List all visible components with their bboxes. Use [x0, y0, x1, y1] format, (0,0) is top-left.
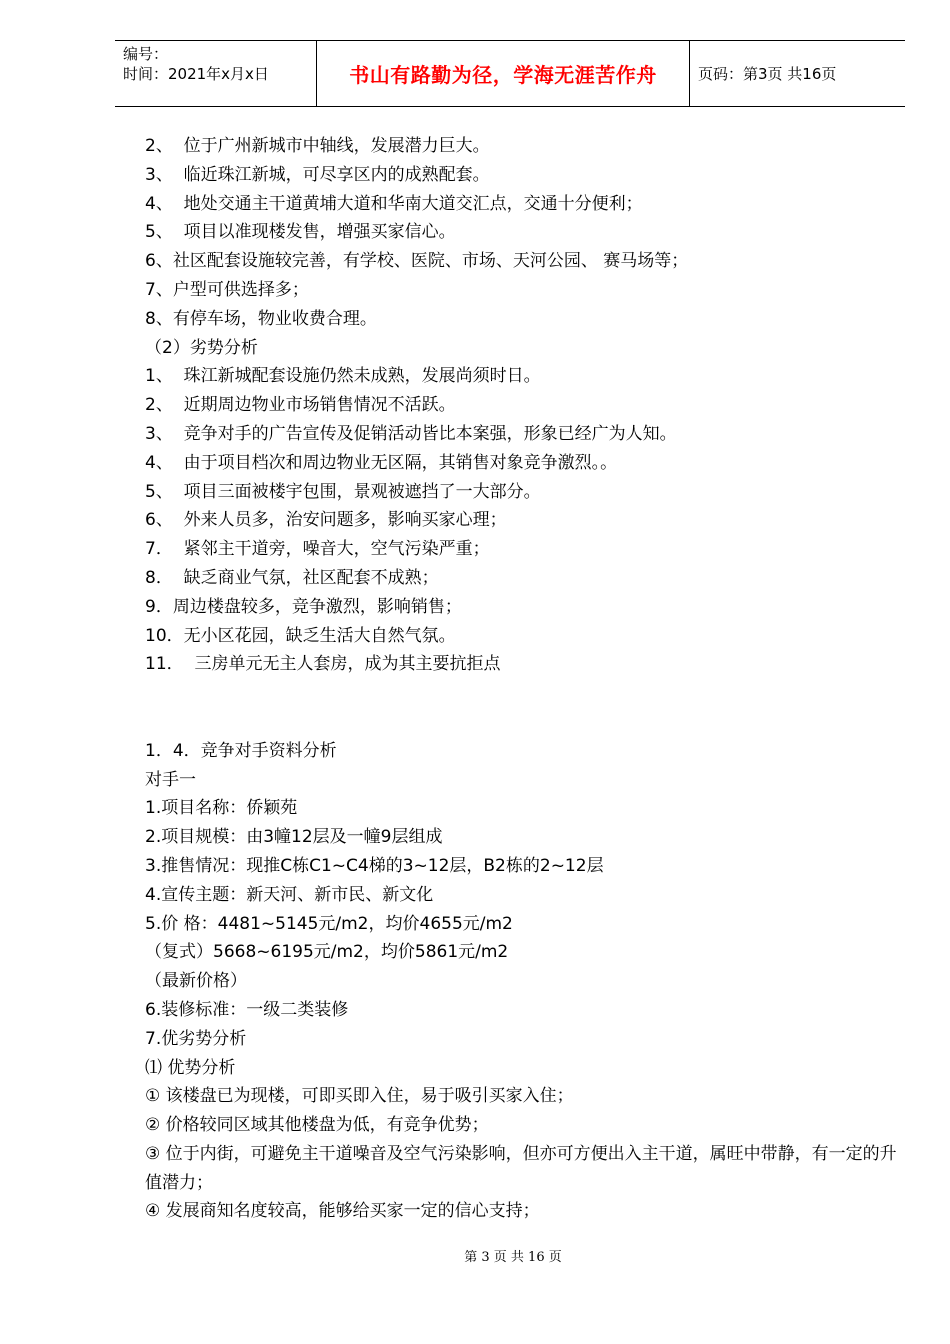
text-line: ⑴ 优势分析	[145, 1057, 236, 1078]
text-line: 8． 缺乏商业气氛，社区配套不成熟；	[145, 567, 439, 588]
text-line: 9．周边楼盘较多，竞争激烈，影响销售；	[145, 596, 462, 617]
text-line: 4、 地处交通主干道黄埔大道和华南大道交汇点，交通十分便利；	[145, 193, 643, 214]
text-line: 1.项目名称：侨颖苑	[145, 798, 298, 819]
text-line: 6、社区配套设施较完善，有学校、医院、市场、天河公园、 赛马场等；	[145, 251, 689, 272]
serial-number-label: 编号：	[123, 45, 169, 63]
text-line: 1、 珠江新城配套设施仍然未成熟，发展尚须时日。	[145, 366, 541, 387]
header-meta	[115, 41, 317, 106]
text-line: 3.推售情况：现推C栋C1~C4梯的3~12层，B2栋的2~12层	[145, 855, 604, 876]
text-line: 5、 项目以准现楼发售，增强买家信心。	[145, 222, 456, 243]
page-footer: 第 3 页 共 16 页	[464, 1250, 562, 1265]
text-line: （最新价格）	[145, 971, 247, 992]
text-line: 5.价 格：4481~5145元/m2，均价4655元/m2	[145, 913, 513, 934]
header-motto: 书山有路勤为径，学海无涯苦作舟	[317, 41, 690, 106]
text-line: 3、 临近珠江新城，可尽享区内的成熟配套。	[145, 164, 490, 185]
text-line: 6.装修标准：一级二类装修	[145, 999, 349, 1020]
text-line: 6、 外来人员多，治安问题多，影响买家心理；	[145, 510, 507, 531]
text-line: 4.宣传主题：新天河、新市民、新文化	[145, 884, 434, 905]
document-body	[145, 132, 905, 1226]
analysis-section	[145, 132, 905, 679]
text-line: 10．无小区花园，缺乏生活大自然气氛。	[145, 625, 456, 646]
text-line: 7、户型可供选择多；	[145, 279, 309, 300]
header-page-info: 页码：第3页 共16页	[698, 65, 837, 83]
section-spacer	[145, 679, 905, 737]
text-line: 2、 位于广州新城市中轴线，发展潜力巨大。	[145, 136, 490, 156]
page-header	[115, 40, 905, 107]
text-line: 7． 紧邻主干道旁，噪音大，空气污染严重；	[145, 539, 490, 560]
text-line: ③ 位于内街，可避免主干道噪音及空气污染影响，但亦可方便出入主干道，属旺中带静，有一定的升值潜力；	[145, 1143, 897, 1193]
text-line: ④ 发展商知名度较高，能够给买家一定的信心支持；	[145, 1201, 540, 1222]
competitor-section	[145, 737, 905, 1227]
text-line: 7.优劣势分析	[145, 1028, 247, 1049]
text-line: 5、 项目三面被楼宇包围，景观被遮挡了一大部分。	[145, 481, 541, 502]
text-line: 对手一	[145, 769, 196, 790]
text-line: ① 该楼盘已为现楼，可即买即入住，易于吸引买家入住；	[145, 1086, 574, 1107]
date-label: 时间：2021年x月x日	[123, 65, 269, 83]
text-line: 8、有停车场，物业收费合理。	[145, 308, 377, 329]
text-line: （复式）5668~6195元/m2，均价5861元/m2	[145, 942, 509, 963]
text-line: 1．4．竞争对手资料分析	[145, 740, 337, 761]
text-line: （2）劣势分析	[145, 337, 258, 358]
text-line: 2.项目规模：由3幢12层及一幢9层组成	[145, 827, 443, 848]
text-line: 11． 三房单元无主人套房，成为其主要抗拒点	[145, 654, 501, 675]
text-line: 2、 近期周边物业市场销售情况不活跃。	[145, 395, 456, 416]
text-line: ② 价格较同区域其他楼盘为低，有竞争优势；	[145, 1115, 489, 1136]
text-line: 3、 竞争对手的广告宣传及促销活动皆比本案强，形象已经广为人知。	[145, 423, 677, 444]
text-line: 4、 由于项目档次和周边物业无区隔，其销售对象竞争激烈。。	[145, 452, 618, 473]
